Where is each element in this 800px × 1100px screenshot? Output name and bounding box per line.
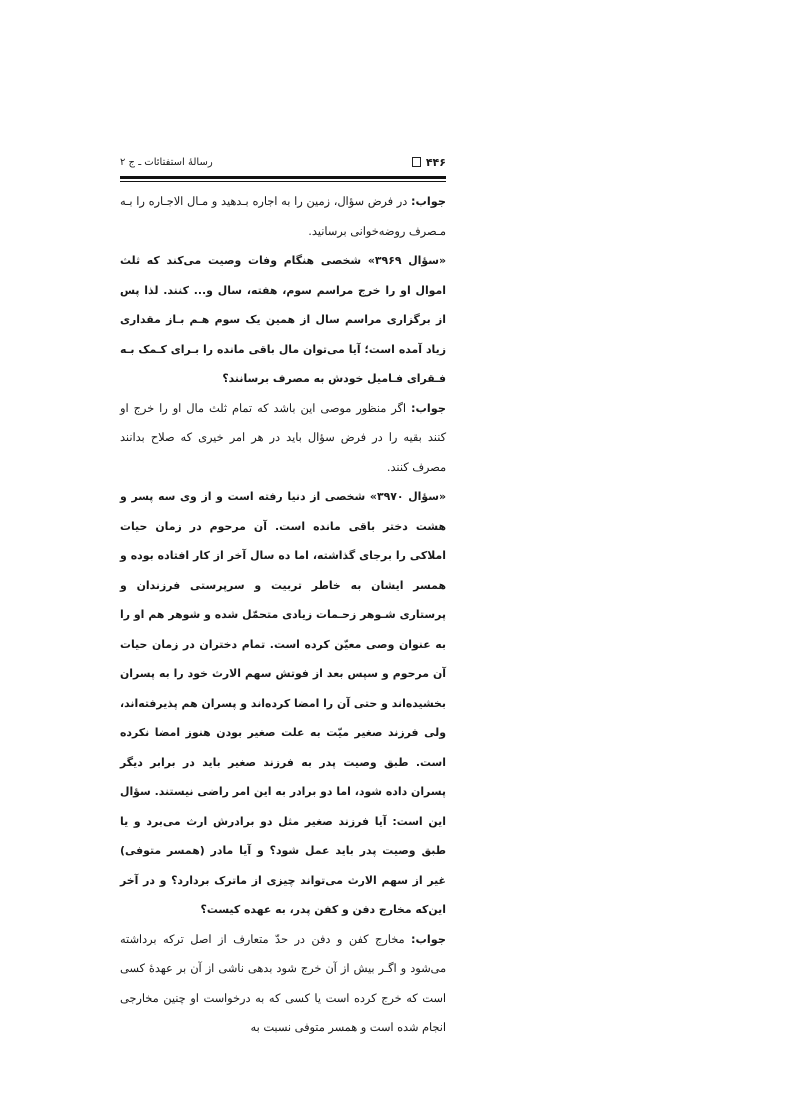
question-paragraph: [120, 246, 446, 394]
answer-label: جواب:: [411, 401, 446, 415]
body-text: [120, 182, 446, 1043]
square-icon: [412, 157, 421, 167]
answer-paragraph: [120, 925, 446, 1043]
answer-paragraph: [120, 187, 446, 246]
book-title: رسالهٔ استفتائات ـ ج ۲: [120, 156, 213, 168]
paragraph-text: در فرض سؤال، زمین را به اجاره بـدهید و مـال الاجـاره را بـه مـصرف روضه‌خوانی برسانید.: [120, 195, 446, 238]
paragraph-text: اگر منظور موصی این باشد که تمام ثلث مال او را خرج او کنند بقیه را در فرض سؤال باید در هر امر خیری که صلاح بدانند مصرف کنند.: [120, 401, 446, 474]
page-number: ۴۴۶: [425, 155, 446, 169]
question-paragraph: [120, 482, 446, 925]
paragraph-text: مخارج کفن و دفن در حدّ متعارف از اصل ترکه برداشته می‌شود و اگـر بیش از آن خرج شود بدهی ناشی از آن بر عهدهٔ کسی است که خرج کرده است یا کسی که به درخواست او چنین مخارجی انجام شده است و همسر متوفی نسبت به: [120, 932, 446, 1034]
page-bottom-clip: [0, 1082, 800, 1100]
paragraph-text: «سؤال ۳۹۶۹» شخصی هنگام وفات وصیت می‌کند که ثلث اموال او را خرج مراسم سوم، هفته، سال و... کنند. لذا پس از برگزاری مراسم سال از همین یک سوم هـم بـاز مقداری زیاد آمده است؛ آیا می‌توان مال باقی مانده را بـرای کـمک بـه فـقرای فـامیل خودش به مصرف برسانند؟: [120, 254, 446, 385]
answer-label: جواب:: [411, 932, 446, 946]
book-page: [120, 150, 446, 1043]
running-header: [120, 150, 446, 174]
header-rule-thick: [120, 176, 446, 179]
answer-label: جواب:: [411, 195, 446, 208]
answer-paragraph: [120, 394, 446, 483]
page-number-group: [412, 156, 446, 169]
paragraph-text: «سؤال ۳۹۷۰» شخصی از دنیا رفته است و از وی سه پسر و هشت دختر باقی مانده است. آن مرحوم در زمان حیات املاکی را برجای گذاشته، اما ده سال آخر از کار افتاده بوده و همسر ایشان به خاطر تربیت و سرپرستی فرزندان و پرستاری شـوهر زحـمات زیادی متحمّل شده و شوهر هم او را به عنوان وصی معیّن کرده است. تمام دختران در زمان حیات آن مرحوم و سپس بعد از فوتش سهم الارث خود را به پسران بخشیده‌اند و حتی آن را امضا کرده‌اند و پسران هم پذیرفته‌اند، ولی فرزند صغیر میّت به علت صغیر بودن هنوز امضا نکرده است. طبق وصیت پدر به فرزند صغیر باید در برابر دیگر پسران داده شود، اما دو برادر به این امر راضی نیستند. سؤال این است: آیا فرزند صغیر مثل دو برادرش ارث می‌برد و یا طبق وصیت پدر باید عمل شود؟ و آیا مادر (همسر متوفی) غیر از سهم الارث می‌تواند چیزی از ماترک بردارد؟ و در آخر این‌که مخارج دفن و کفن پدر، به عهده کیست؟: [120, 490, 446, 916]
